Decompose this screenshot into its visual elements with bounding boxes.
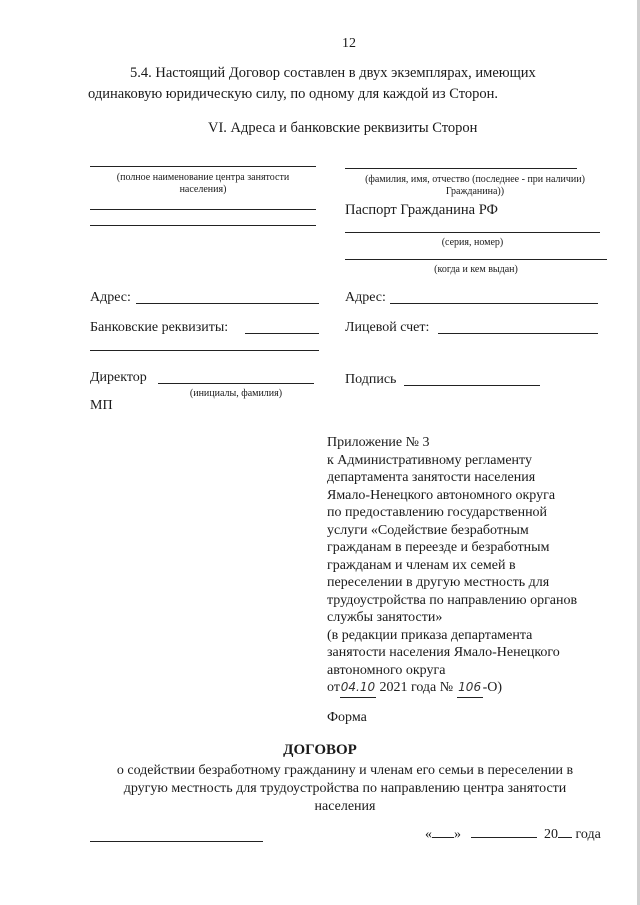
year-prefix: 20: [544, 827, 558, 842]
appendix-line: занятости населения Ямало-Ненецкого: [327, 645, 560, 660]
contract-subtitle-3: населения: [314, 799, 376, 814]
appendix-line: гражданам в переезде и безработным: [327, 540, 550, 555]
page-number: 12: [342, 36, 356, 51]
appendix-line: к Административному регламенту: [327, 452, 532, 468]
appendix-line: гражданам и членам их семей в: [327, 557, 516, 573]
citizen-caption-2: Гражданина)): [445, 186, 505, 197]
appendix-line: автономного округа: [327, 662, 446, 678]
contract-subtitle-1: о содействии безработному гражданину и членам его семьи в переселении в: [116, 763, 574, 778]
center-name-line-3: [90, 225, 316, 226]
place-line: [90, 841, 263, 842]
form-label: Форма: [327, 710, 367, 725]
signature-line: [404, 385, 540, 386]
appendix-line: службы занятости»: [327, 610, 443, 625]
date-open-quote: «: [425, 827, 432, 842]
appendix-date-line: [327, 679, 577, 698]
bank-details-line: [245, 333, 319, 334]
handwritten-number: 106: [457, 679, 483, 698]
appendix-line: услуги «Содействие безработным: [327, 522, 529, 538]
appendix-line: (в редакции приказа департамента: [327, 627, 533, 643]
account-line: [438, 333, 598, 334]
initials-caption: (инициалы, фамилия): [189, 388, 283, 399]
appendix-line: Ямало-Ненецкого автономного округа: [327, 487, 556, 503]
right-address-label: Адрес:: [345, 290, 386, 305]
date-close-quote: »: [454, 827, 461, 842]
clause-5-4-line1: 5.4. Настоящий Договор составлен в двух экземплярах, имеющих: [130, 65, 536, 81]
appendix-line: департамента занятости населения: [327, 470, 536, 485]
director-label: Директор: [90, 370, 147, 385]
appendix-line: Приложение № 3: [327, 435, 430, 450]
handwritten-date: 04.10: [340, 679, 376, 698]
citizen-caption-1: (фамилия, имя, отчество (последнее - при наличии): [365, 174, 585, 185]
appendix-line: по предоставлению государственной: [327, 505, 548, 520]
date-middle: 2021 года №: [379, 680, 454, 695]
account-label: Лицевой счет:: [345, 320, 430, 335]
month-blank: [471, 837, 537, 838]
center-name-line: [90, 166, 316, 167]
left-address-label: Адрес:: [90, 290, 131, 305]
contract-subtitle-2: другую местность для трудоустройства по направлению центра занятости: [123, 781, 567, 796]
series-caption: (серия, номер): [441, 237, 504, 248]
center-name-caption-1: (полное наименование центра занятости: [116, 172, 290, 183]
appendix-block: [327, 434, 577, 698]
center-name-line-2: [90, 209, 316, 210]
appendix-line: трудоустройства по направлению органов: [327, 592, 578, 608]
issued-caption: (когда и кем выдан): [434, 264, 518, 275]
passport-issued-line: [345, 259, 607, 260]
day-blank: [432, 837, 454, 838]
right-address-line: [390, 303, 598, 304]
bank-details-line-2: [90, 350, 319, 351]
date-prefix: от: [327, 680, 340, 695]
passport-series-line: [345, 232, 600, 233]
section-title: VI. Адреса и банковские реквизиты Сторон: [208, 120, 478, 136]
bank-details-label: Банковские реквизиты:: [90, 320, 229, 335]
stamp-label: МП: [90, 398, 113, 413]
appendix-line: переселении в другую местность для: [327, 575, 550, 590]
director-line: [158, 383, 314, 384]
citizen-name-line: [345, 168, 577, 169]
signature-label: Подпись: [345, 372, 397, 387]
passport-label: Паспорт Гражданина РФ: [345, 202, 498, 218]
contract-date: [425, 827, 601, 843]
year-suffix: года: [575, 827, 601, 842]
year-blank: [558, 837, 572, 838]
date-suffix: -О): [482, 680, 503, 695]
center-name-caption-2: населения): [179, 184, 227, 195]
contract-title: ДОГОВОР: [283, 742, 357, 758]
clause-5-4-line2: одинаковую юридическую силу, по одному для каждой из Сторон.: [88, 86, 499, 102]
left-address-line: [136, 303, 319, 304]
